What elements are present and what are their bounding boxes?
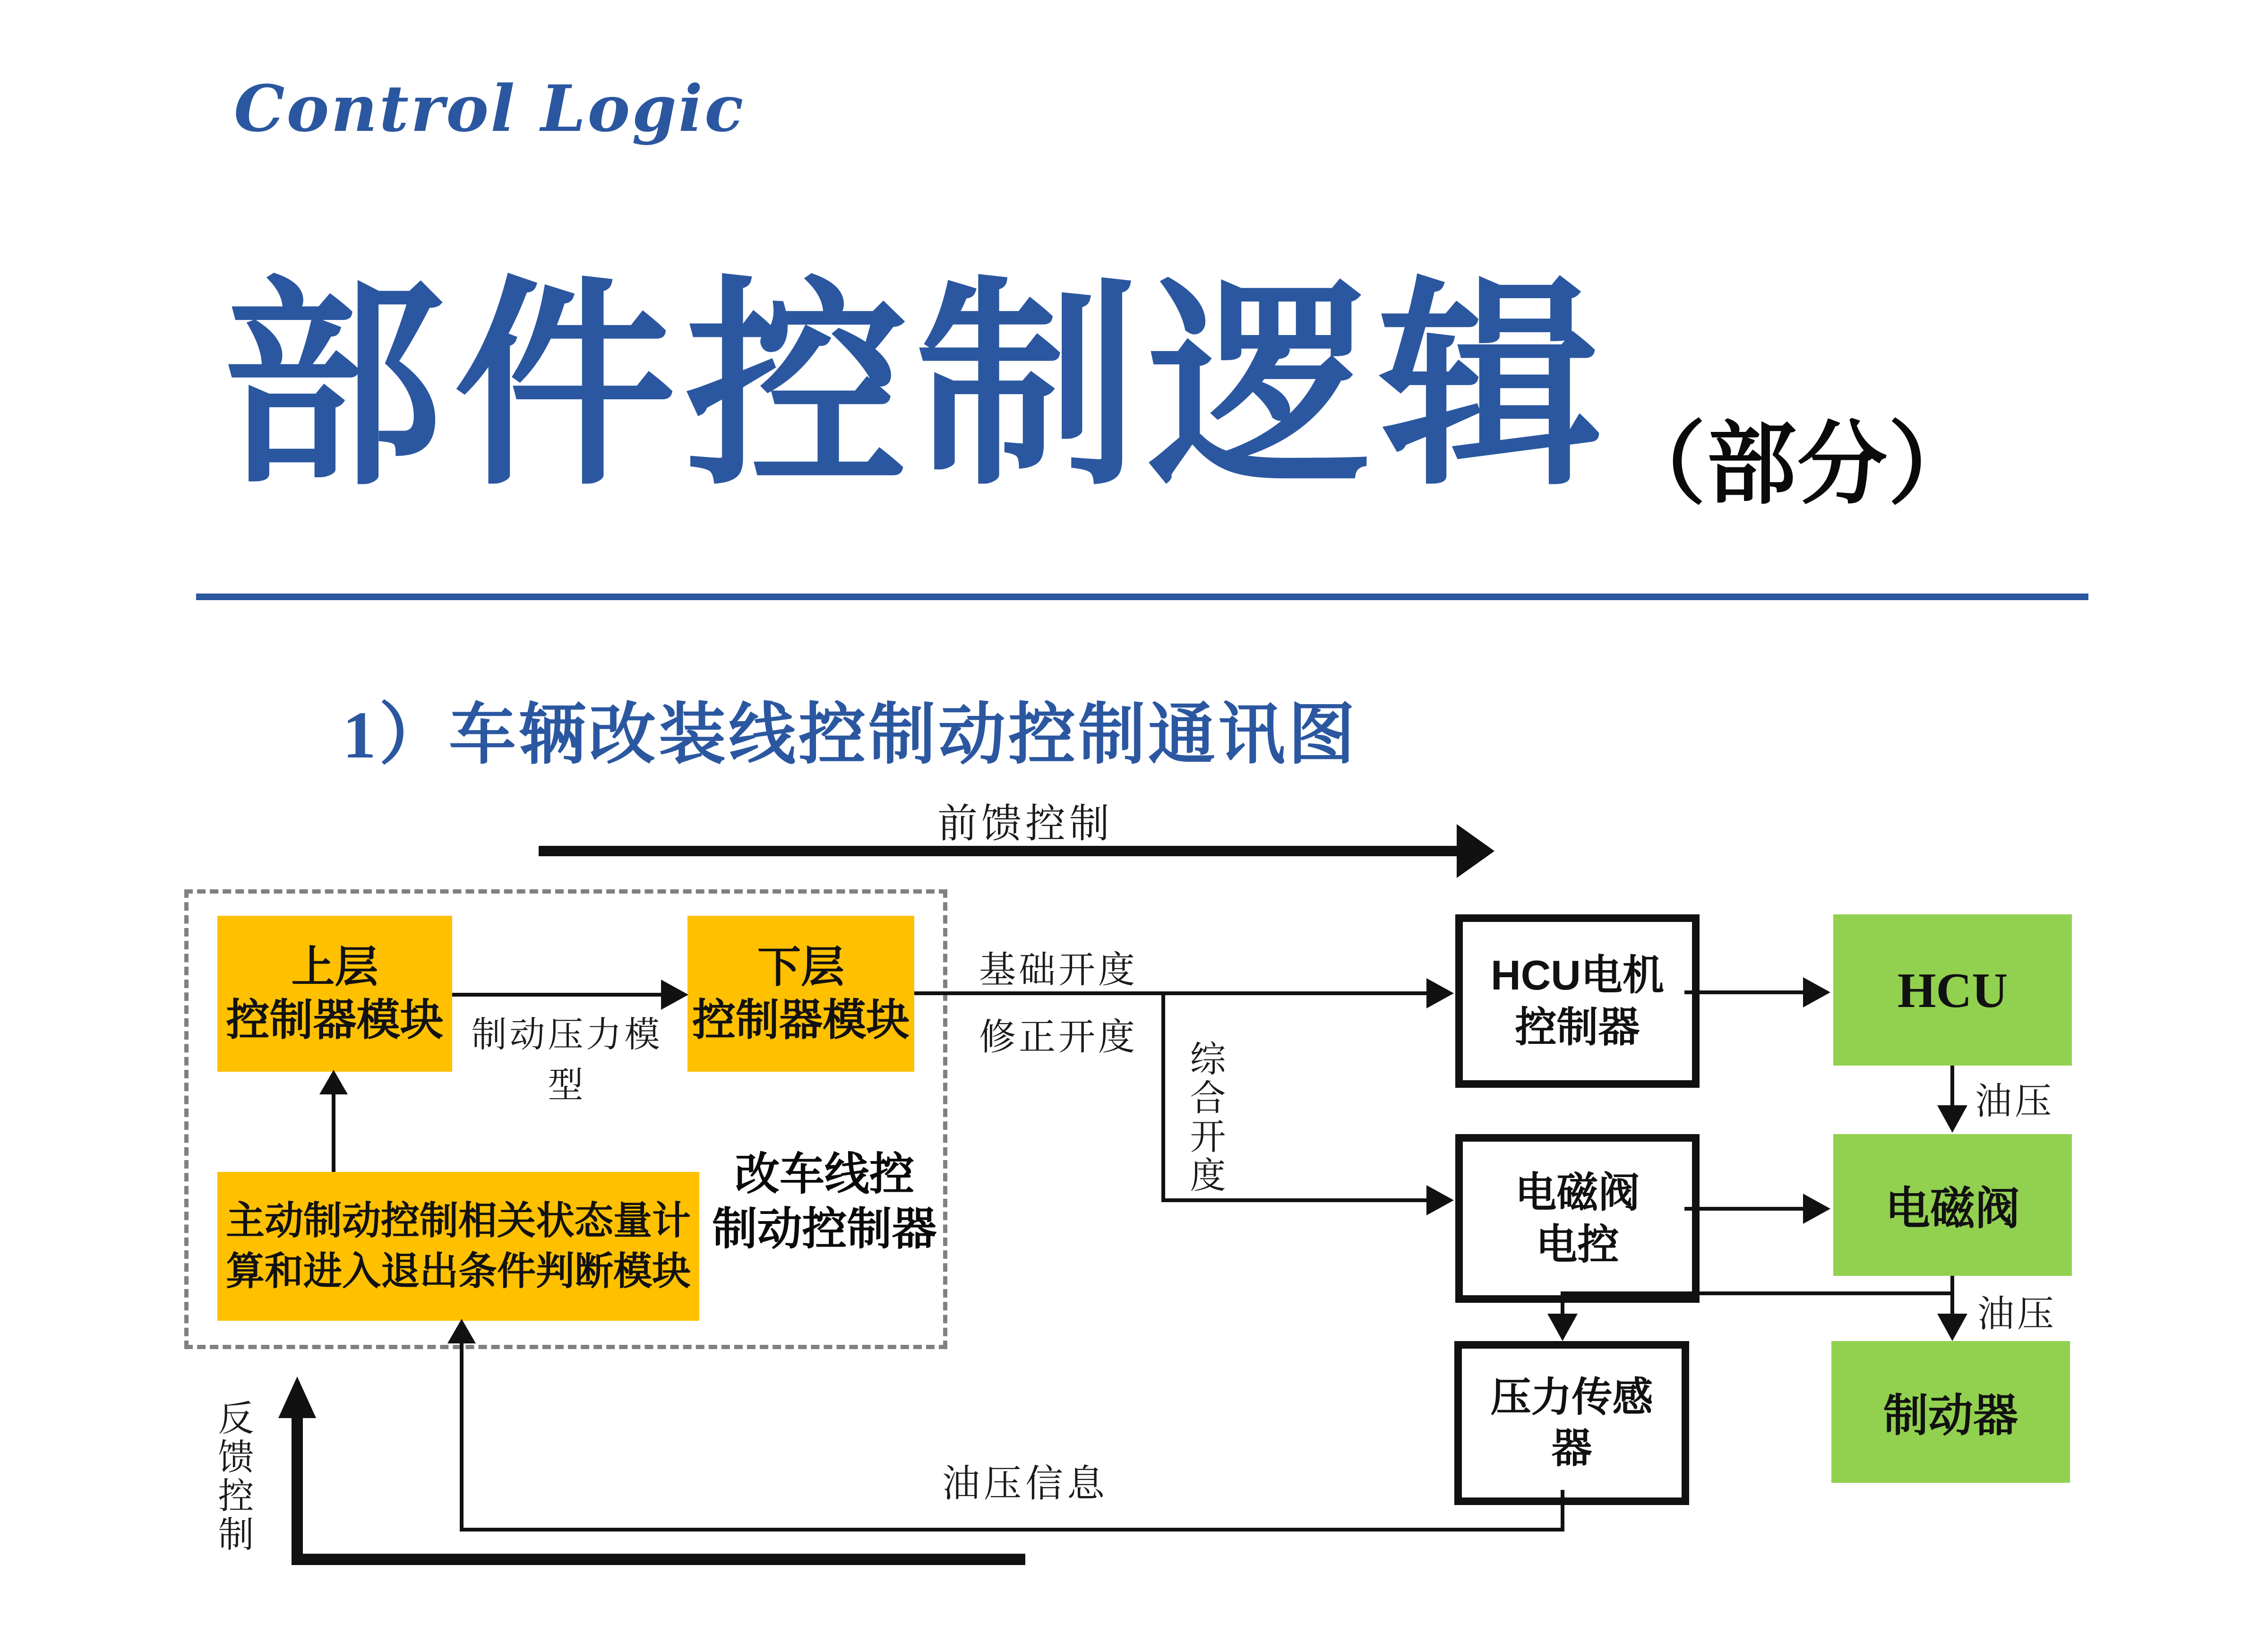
hcu-motor-to-hcu-line [1684,990,1803,994]
solenoid-control-to-valve-line [1684,1207,1803,1211]
arrowhead-right-icon [1803,977,1830,1007]
state-module-line2: 算和进入退出条件判断模块 [225,1249,691,1293]
title-divider [196,594,2088,600]
page-title-annotation: （部分） [1616,411,1979,516]
upper-to-lower-arrow-line [452,993,667,997]
hcu-label: HCU [1897,962,2008,1018]
arrowhead-down-icon [1937,1105,1967,1133]
section-heading: 1）车辆改装线控制动控制通讯图 [343,697,1358,772]
oil-pressure-info-label: 油压信息 [942,1463,1108,1505]
valve-to-sensor-hline [1561,1291,1954,1295]
brake-pressure-model-label: 制动压力模型 [471,1015,663,1105]
upper-controller-line1: 上层 [291,943,378,991]
feedback-arrow-hline [297,1554,1025,1565]
hcu-motor-controller-line2: 控制器 [1515,1003,1640,1050]
pressure-sensor-line2: 器 [1551,1425,1592,1471]
feedforward-label: 前馈控制 [937,802,1113,846]
upper-controller-line2: 控制器模块 [226,996,444,1044]
pressure-sensor-line1: 压力传感 [1490,1375,1653,1420]
solenoid-valve-control-line2: 电控 [1536,1221,1619,1268]
feedback-arrow-vline [292,1415,303,1565]
hcu-to-solenoid-line [1950,1066,1954,1106]
pressure-sensor-box [1454,1341,1689,1505]
arrowhead-down-icon [1547,1314,1578,1341]
pressure-sensor-leg-line [1561,1490,1564,1532]
combined-branch-vline [1161,991,1165,1202]
combined-opening-label: 综合开度 [1185,1040,1224,1195]
brake-label: 制动器 [1883,1391,2018,1441]
corrected-opening-label: 修正开度 [979,1016,1138,1058]
oil-info-vline [460,1342,464,1531]
oil-pressure-label-valve: 油压 [1977,1293,2057,1334]
lower-controller-box [687,916,914,1072]
upper-controller-box [217,916,452,1072]
arrowhead-down-icon [1937,1314,1967,1341]
arrowhead-right-icon [1803,1194,1830,1224]
lower-controller-line2: 控制器模块 [692,996,910,1044]
dashed-group-label [702,1147,947,1257]
valve-to-sensor-vline [1561,1295,1564,1315]
hcu-motor-controller-box [1455,914,1700,1088]
arrowhead-right-icon [661,980,688,1010]
solenoid-valve-box [1833,1134,2072,1276]
arrowhead-up-icon [319,1070,348,1094]
oil-info-hline [460,1528,1564,1532]
arrowhead-up-icon [278,1377,316,1418]
brake-box [1831,1341,2070,1483]
dashed-group-label-line2: 制动控制器 [712,1204,937,1254]
state-module-line1: 主动制动控制相关状态量计 [225,1199,691,1242]
base-opening-label: 基础开度 [979,949,1138,990]
hcu-box [1833,914,2072,1066]
lower-controller-line1: 下层 [757,943,844,991]
arrowhead-right-icon [1457,824,1494,878]
solenoid-valve-control-line1: 电磁阀 [1515,1169,1640,1216]
solenoid-valve-label: 电磁阀 [1885,1184,2020,1234]
feedback-label: 反馈控制 [213,1399,252,1554]
state-module-box [217,1172,699,1321]
dashed-group-label-line1: 改车线控 [734,1149,914,1199]
arrowhead-right-icon [1426,1185,1454,1215]
hcu-motor-controller-line1: HCU电机 [1491,951,1664,998]
arrowhead-up-icon [447,1319,476,1343]
page-title: 部件控制逻辑 [222,255,1611,516]
state-to-upper-arrow-line [332,1093,335,1172]
script-title: Control Logic [234,71,746,146]
arrowhead-right-icon [1426,978,1454,1008]
solenoid-to-brake-line [1950,1276,1954,1316]
oil-pressure-label-hcu: 油压 [1975,1081,2055,1122]
solenoid-valve-control-box [1455,1134,1700,1303]
